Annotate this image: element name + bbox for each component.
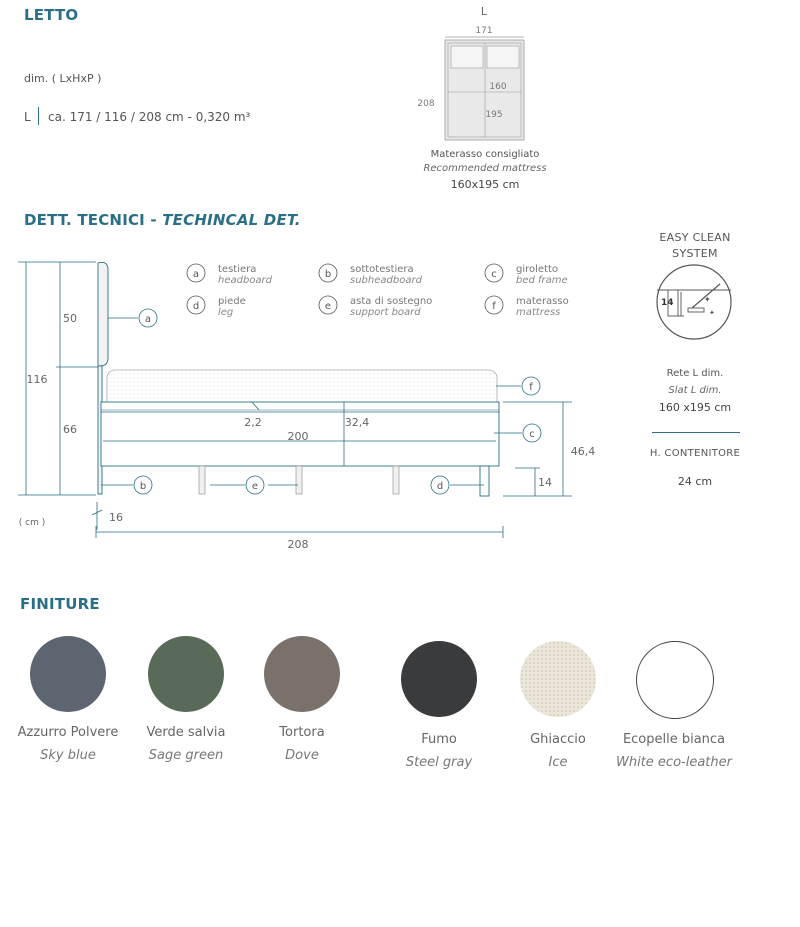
bed-dimensions: ca. 171 / 116 / 208 cm - 0,320 m³	[48, 110, 251, 124]
finish-name-en: Sky blue	[40, 748, 96, 763]
finish-swatch-3[interactable]	[401, 641, 477, 717]
legend-en-d: leg	[218, 307, 234, 318]
section-title-tech	[24, 211, 301, 229]
finish-name-en: Ice	[548, 755, 568, 770]
finish-name-en: Sage green	[148, 748, 224, 763]
finish-swatch-0[interactable]	[30, 636, 106, 712]
dim-16: 16	[109, 511, 123, 524]
drawing-label-a: a	[144, 314, 152, 325]
legend-en-c: bed frame	[516, 275, 568, 286]
dim-14: 14	[538, 476, 552, 489]
drawing-label-f: f	[529, 382, 533, 393]
legend-letter-d: d	[192, 301, 200, 312]
dim-2-2: 2,2	[244, 416, 262, 429]
l-divider	[38, 107, 39, 125]
mattress-size: 160x195 cm	[450, 178, 520, 191]
dim-32-4: 32,4	[344, 416, 370, 429]
easy-clean-line2: SYSTEM	[672, 247, 718, 260]
tech-title-it: DETT. TECNICI -	[24, 211, 163, 229]
drawing-label-b: b	[139, 481, 147, 492]
legend-letter-c: c	[491, 269, 497, 280]
technical-drawing	[0, 240, 620, 560]
drawing-svg	[0, 240, 620, 560]
rete-label-it: Rete L dim.	[666, 368, 724, 379]
dim-116: 116	[26, 373, 48, 386]
dim-label: dim. ( LxHxP )	[24, 72, 102, 85]
legend-it-d: piede	[218, 296, 246, 307]
legend-letter-a: a	[192, 269, 200, 280]
finish-swatch-4[interactable]	[520, 641, 596, 717]
dim-46-4: 46,4	[570, 445, 596, 458]
legend-it-a: testiera	[218, 264, 257, 275]
contenitore-value: 24 cm	[677, 475, 713, 488]
finish-swatch-5[interactable]	[636, 641, 714, 719]
finish-name-it: Fumo	[421, 732, 457, 747]
legend-letter-f: f	[492, 301, 496, 312]
finish-name-it: Verde salvia	[146, 725, 226, 740]
finish-name-it: Ecopelle bianca	[622, 732, 726, 747]
legend-it-b: sottotestiera	[350, 264, 414, 275]
svg-text:✦: ✦	[709, 309, 715, 317]
legend-letter-e: e	[324, 301, 332, 312]
legend-en-e: support board	[350, 307, 421, 318]
legend-it-e: asta di sostegno	[350, 296, 433, 307]
mattress-label-it: Materasso consigliato	[430, 149, 540, 160]
section-title-finiture: FINITURE	[20, 595, 100, 613]
section-title-letto: LETTO	[24, 6, 79, 24]
finish-name-en: Steel gray	[405, 755, 473, 770]
plan-inner-length: 195	[485, 110, 503, 120]
dim-66: 66	[63, 423, 77, 436]
drawing-label-e: e	[251, 481, 259, 492]
easy-clean-icon	[654, 262, 734, 342]
dim-208: 208	[287, 538, 309, 551]
legend-en-b: subheadboard	[350, 275, 422, 286]
legend-it-f: materasso	[516, 296, 569, 307]
side-divider	[652, 432, 740, 433]
plan-inner-width: 160	[489, 82, 507, 92]
legend-it-c: giroletto	[516, 264, 559, 275]
dim-50: 50	[63, 312, 77, 325]
rete-label-en: Slat L dim.	[668, 385, 722, 396]
dim-200: 200	[287, 430, 309, 443]
plan-side-length: 208	[417, 99, 435, 109]
drawing-label-c: c	[529, 429, 535, 440]
easy-clean-value: 14	[661, 298, 674, 308]
easy-clean-line1: EASY CLEAN	[659, 231, 731, 244]
finish-swatch-2[interactable]	[264, 636, 340, 712]
mattress-label-en: Recommended mattress	[423, 163, 547, 174]
l-marker: L	[24, 110, 31, 124]
contenitore-label: H. CONTENITORE	[649, 448, 741, 459]
finish-name-en: Dove	[285, 748, 319, 763]
plan-top-letter: L	[480, 5, 488, 18]
finish-name-it: Ghiaccio	[530, 732, 586, 747]
drawing-label-d: d	[436, 481, 444, 492]
dim-cm: ( cm )	[18, 518, 46, 528]
spark-icon: ✦	[704, 295, 711, 304]
plan-top-width: 171	[475, 26, 493, 36]
finish-name-en: White eco-leather	[616, 755, 732, 770]
legend-en-a: headboard	[218, 275, 273, 286]
finish-swatch-1[interactable]	[148, 636, 224, 712]
legend-en-f: mattress	[516, 307, 561, 318]
finish-name-it: Azzurro Polvere	[17, 725, 119, 740]
rete-size: 160 x195 cm	[658, 401, 732, 414]
finish-name-it: Tortora	[279, 725, 325, 740]
tech-title-en: TECHINCAL DET.	[162, 211, 301, 229]
legend-letter-b: b	[324, 269, 332, 280]
